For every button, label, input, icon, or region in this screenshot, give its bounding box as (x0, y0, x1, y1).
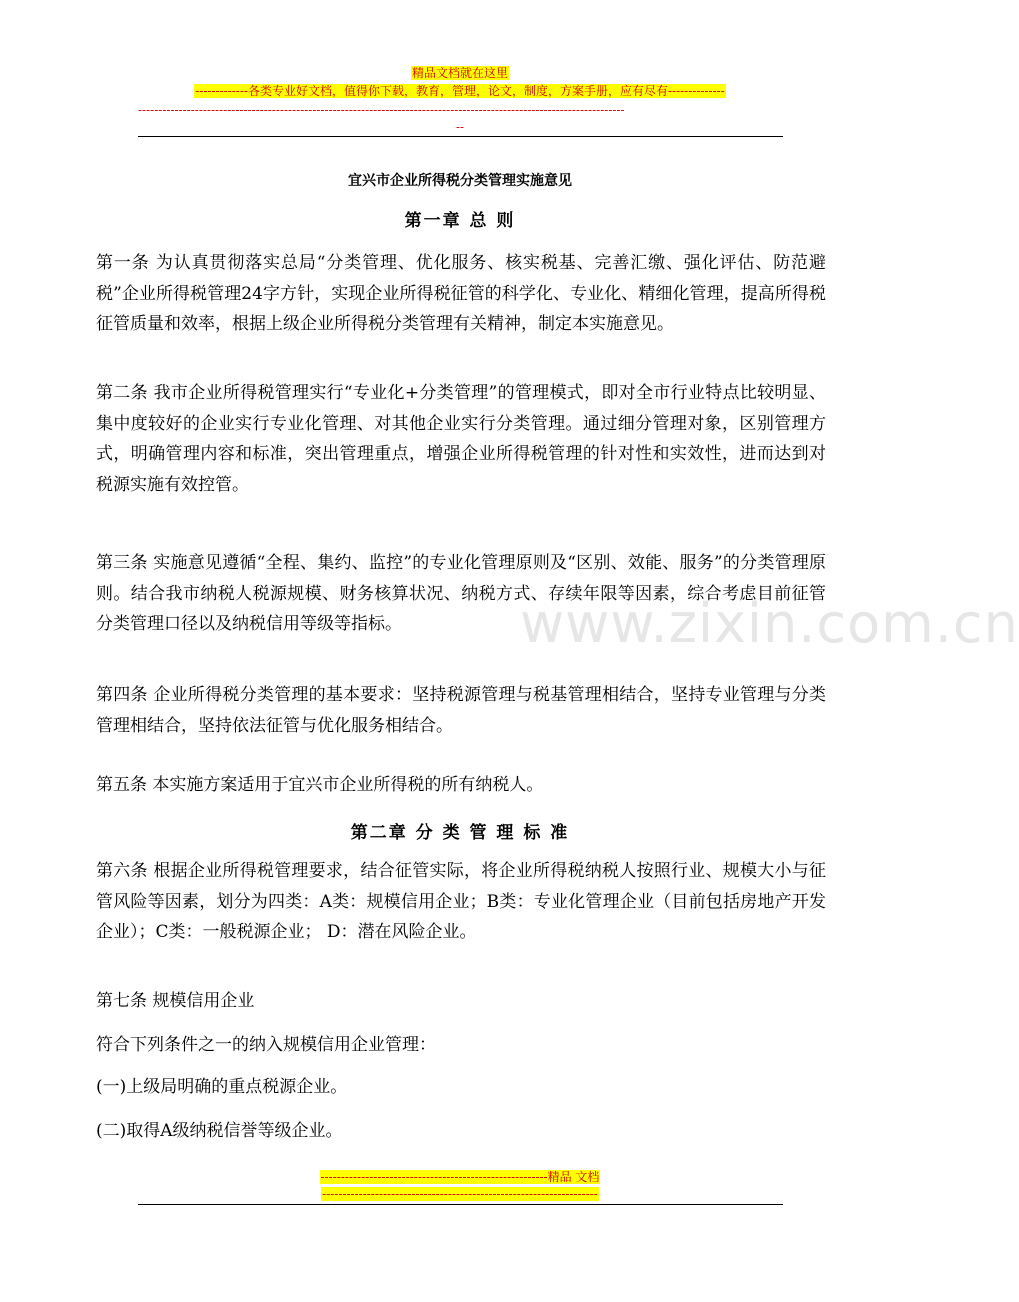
article-2: 第二条 我市企业所得税管理实行“专业化+分类管理”的管理模式，即对全市行业特点比较明显、集中度较好的企业实行专业化管理、对其他企业实行分类管理。通过细分管理对象，区别管理方式，明确管理内容和标准，突出管理重点，增强企业所得税管理的针对性和实效性，进而达到对税源实施有效控管。 (96, 383, 826, 495)
article-4: 第四条 企业所得税分类管理的基本要求：坚持税源管理与税基管理相结合，坚持专业管理与分类管理相结合，坚持依法征管与优化服务相结合。 (96, 685, 826, 736)
chapter-1-heading: 第一章 总 则 (404, 211, 516, 231)
footer-line-2 (0, 1187, 920, 1201)
article-7-item-1: (一)上级局明确的重点税源企业。 (96, 1077, 348, 1097)
footer-line-1 (0, 1170, 920, 1184)
article-1: 第一条 为认真贯彻落实总局“分类管理、优化服务、核实税基、完善汇缴、强化评估、防范避税”企业所得税管理24字方针，实现企业所得税征管的科学化、专业化、精细化管理，提高所得税征管质量和效率，根据上级企业所得税分类管理有关精神，制定本实施意见。 (96, 253, 826, 335)
article-3: 第三条 实施意见遵循“全程、集约、监控”的专业化管理原则及“区别、效能、服务”的分类管理原则。结合我市纳税人税源规模、财务核算状况、纳税方式、存续年限等因素，综合考虑目前征管分类管理口径以及纳税信用等级等指标。 (96, 553, 826, 635)
header-title: 精品文档就在这里 (411, 66, 508, 80)
header-slogan: -------------各类专业好文档，值得你下载，教育，管理，论文，制度，方案手册，应有尽有-------------- (195, 84, 725, 98)
article-7: 第七条 规模信用企业 (96, 991, 255, 1011)
header-title-line (0, 66, 920, 81)
article-7-item-2: (二)取得A级纳税信誉等级企业。 (96, 1121, 343, 1141)
header-slogan-line (0, 84, 920, 99)
article-5: 第五条 本实施方案适用于宜兴市企业所得税的所有纳税人。 (96, 775, 544, 795)
header-dash-line: ------------------------------------------------------------------------------------------------------------------------ (138, 103, 625, 117)
article-6: 第六条 根据企业所得税管理要求，结合征管实际，将企业所得税纳税人按照行业、规模大小与征管风险等因素，划分为四类：A类：规模信用企业；B类：专业化管理企业（目前包括房地产开发企业）；C类：一般税源企业； D：潜在风险企业。 (96, 861, 826, 943)
watermark: www.zixin.com.cn (520, 592, 1019, 655)
footer-label: --------------------------------------------------------精品 文档 (320, 1170, 600, 1184)
chapter-2-heading: 第二章 分 类 管 理 标 准 (350, 823, 570, 843)
article-7-intro: 符合下列条件之一的纳入规模信用企业管理： (96, 1035, 436, 1055)
header-dash-tail: -- (455, 120, 465, 134)
footer-dashes: -------------------------------------------------------------------- (322, 1187, 598, 1201)
footer-rule (138, 1204, 783, 1205)
header-rule (138, 136, 783, 137)
document-title: 宜兴市企业所得税分类管理实施意见 (348, 173, 572, 189)
